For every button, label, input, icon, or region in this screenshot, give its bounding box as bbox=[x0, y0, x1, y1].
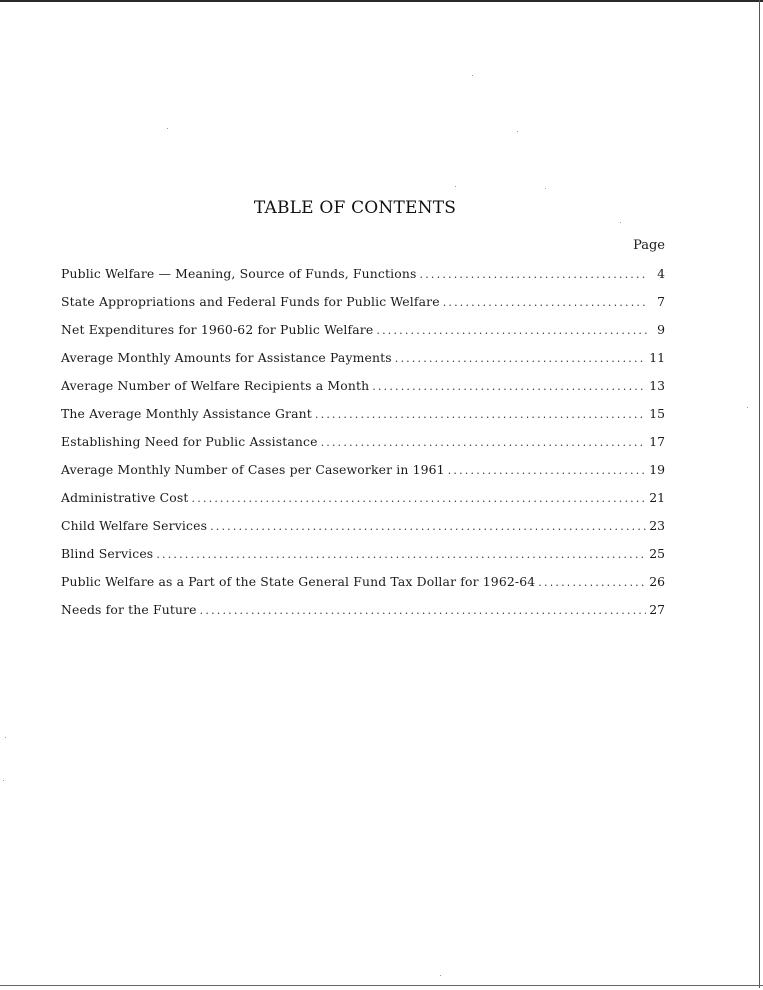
toc-entry[interactable] bbox=[61, 322, 665, 350]
scan-edge-right bbox=[759, 0, 760, 988]
scan-edge-top bbox=[0, 0, 763, 2]
toc-entry-page: 7 bbox=[657, 294, 665, 309]
scan-speck bbox=[167, 128, 168, 129]
scan-edge-bottom bbox=[0, 985, 763, 986]
toc-entry[interactable] bbox=[61, 518, 665, 546]
toc-entry-page: 27 bbox=[649, 602, 665, 617]
toc-dot-leader bbox=[538, 576, 646, 589]
scan-speck bbox=[440, 975, 441, 976]
toc-entry[interactable] bbox=[61, 350, 665, 378]
toc-entry-label: Child Welfare Services bbox=[61, 518, 208, 533]
toc-entry[interactable] bbox=[61, 434, 665, 462]
toc-dot-leader bbox=[448, 464, 647, 477]
toc-dot-leader bbox=[210, 520, 646, 533]
toc-entry-page: 13 bbox=[649, 378, 665, 393]
toc-entry[interactable] bbox=[61, 406, 665, 434]
scan-speck bbox=[455, 186, 456, 187]
toc-entry[interactable] bbox=[61, 266, 665, 294]
scan-speck bbox=[472, 75, 473, 76]
toc-entry-label: Average Number of Welfare Recipients a Month bbox=[61, 378, 370, 393]
toc-entry-page: 26 bbox=[649, 574, 665, 589]
toc-entry-page: 19 bbox=[649, 462, 665, 477]
toc-entry-page: 4 bbox=[657, 266, 665, 281]
toc-dot-leader bbox=[321, 436, 647, 449]
scan-speck bbox=[620, 222, 621, 223]
toc-entry-page: 15 bbox=[649, 406, 665, 421]
toc-entry-label: Public Welfare as a Part of the State General Fund Tax Dollar for 1962-64 bbox=[61, 574, 536, 589]
toc-list bbox=[61, 266, 665, 630]
toc-dot-leader bbox=[443, 296, 648, 309]
page-title: TABLE OF CONTENTS bbox=[253, 198, 457, 218]
toc-entry-page: 21 bbox=[649, 490, 665, 505]
toc-dot-leader bbox=[395, 352, 646, 365]
toc-entry-label: Administrative Cost bbox=[61, 490, 189, 505]
toc-dot-leader bbox=[192, 492, 647, 505]
toc-entry-page: 23 bbox=[649, 518, 665, 533]
toc-entry[interactable] bbox=[61, 602, 665, 630]
toc-dot-leader bbox=[376, 324, 648, 337]
scan-speck bbox=[747, 407, 748, 408]
scan-speck bbox=[5, 737, 6, 738]
toc-entry-label: Average Monthly Amounts for Assistance Payments bbox=[61, 350, 392, 365]
toc-entry-label: Average Monthly Number of Cases per Caseworker in 1961 bbox=[61, 462, 445, 477]
toc-entry[interactable] bbox=[61, 546, 665, 574]
toc-entry-page: 9 bbox=[657, 322, 665, 337]
toc-entry[interactable] bbox=[61, 574, 665, 602]
toc-dot-leader bbox=[372, 380, 646, 393]
toc-entry-page: 11 bbox=[649, 350, 665, 365]
scan-speck bbox=[3, 780, 4, 781]
toc-entry-label: State Appropriations and Federal Funds for Public Welfare bbox=[61, 294, 440, 309]
page-column-header: Page bbox=[633, 238, 665, 253]
toc-dot-leader bbox=[420, 268, 648, 281]
scan-speck bbox=[545, 188, 546, 189]
toc-entry-label: Net Expenditures for 1960-62 for Public Welfare bbox=[61, 322, 374, 337]
toc-entry-label: Public Welfare — Meaning, Source of Funds, Functions bbox=[61, 266, 417, 281]
toc-entry[interactable] bbox=[61, 462, 665, 490]
toc-entry-label: The Average Monthly Assistance Grant bbox=[61, 406, 312, 421]
toc-entry[interactable] bbox=[61, 378, 665, 406]
toc-dot-leader bbox=[156, 548, 646, 561]
toc-entry[interactable] bbox=[61, 490, 665, 518]
toc-entry-label: Establishing Need for Public Assistance bbox=[61, 434, 318, 449]
toc-entry-label: Needs for the Future bbox=[61, 602, 197, 617]
toc-entry[interactable] bbox=[61, 294, 665, 322]
toc-entry-label: Blind Services bbox=[61, 546, 154, 561]
toc-dot-leader bbox=[315, 408, 646, 421]
scan-speck bbox=[517, 131, 518, 132]
toc-entry-page: 17 bbox=[649, 434, 665, 449]
toc-dot-leader bbox=[200, 604, 647, 617]
toc-entry-page: 25 bbox=[649, 546, 665, 561]
